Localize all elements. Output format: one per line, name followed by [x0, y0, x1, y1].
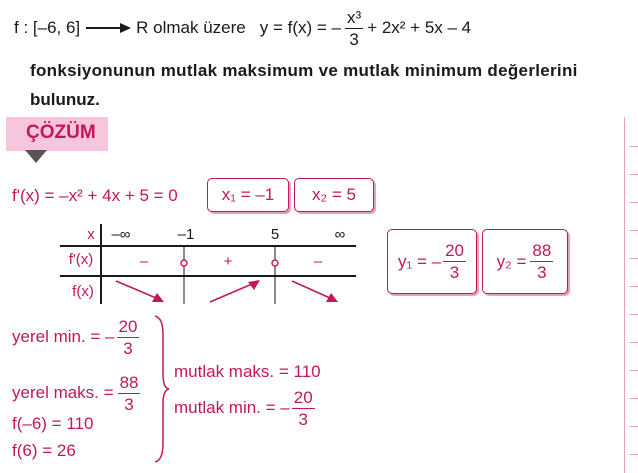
absolute-min-denominator: 3 — [298, 409, 308, 429]
local-max-label: yerel maks. = — [12, 383, 114, 402]
increasing-arrow-icon — [210, 280, 260, 302]
absolute-min-label: mutlak min. = – — [174, 398, 290, 417]
decreasing-arrow-icon — [116, 281, 164, 302]
ruler-tick — [630, 286, 638, 287]
margin-ruler — [624, 117, 625, 473]
local-max — [12, 368, 140, 418]
ruler-tick — [630, 174, 638, 175]
ruler-tick — [630, 454, 638, 455]
ruler-tick — [630, 230, 638, 231]
absolute-min-numerator: 20 — [293, 387, 313, 407]
y2-box — [482, 229, 568, 294]
problem-line-2: fonksiyonunun mutlak maksimum ve mutlak minimum değerlerini — [30, 61, 578, 80]
ruler-tick — [630, 426, 638, 427]
x-value-neg-inf: –∞ — [111, 226, 131, 243]
solution-label: ÇÖZÜM — [26, 122, 96, 143]
ruler-tick — [630, 398, 638, 399]
brace-icon — [153, 314, 171, 464]
equation-lhs: y = f(x) = – — [259, 18, 342, 37]
y1-denominator: 3 — [449, 263, 460, 282]
equation-rest: + 2x² + 5x – 4 — [367, 18, 472, 37]
row-label-fprime: f'(x) — [68, 251, 94, 268]
absolute-max: mutlak maks. = 110 — [174, 362, 321, 381]
ruler-tick — [630, 314, 638, 315]
absolute-min — [174, 383, 315, 433]
local-max-fraction — [118, 374, 141, 413]
x-value-inf: ∞ — [334, 226, 346, 243]
local-min-numerator: 20 — [118, 316, 138, 336]
sign-table-graphics — [60, 220, 360, 310]
ruler-tick — [630, 342, 638, 343]
local-max-numerator: 88 — [119, 372, 139, 392]
row-label-x: x — [87, 226, 95, 243]
y2-denominator: 3 — [537, 263, 547, 282]
arrow-right-icon — [84, 22, 132, 34]
f-at-6: f(6) = 26 — [12, 441, 76, 460]
derivative-equation: f'(x) = –x² + 4x + 5 = 0 — [12, 186, 178, 205]
x-value-5: 5 — [270, 226, 280, 243]
y1-box — [387, 229, 477, 294]
decreasing-arrow-icon — [292, 281, 338, 302]
equation-fraction — [345, 9, 363, 48]
y1-numerator: 20 — [445, 241, 464, 260]
domain-text: f : [–6, 6] — [14, 18, 81, 37]
local-min-denominator: 3 — [123, 338, 133, 358]
pointer-down-icon — [25, 150, 47, 164]
y2-fraction — [530, 242, 553, 281]
fraction-denominator: 3 — [349, 29, 359, 49]
root1-text: x₁ = –1 — [221, 185, 275, 204]
fraction-numerator: x³ — [347, 7, 362, 27]
ruler-tick — [630, 258, 638, 259]
root2-box — [294, 178, 374, 212]
y1-label: y₁ = – — [398, 251, 442, 271]
sign-interval-3: – — [313, 253, 323, 270]
f-at-neg6: f(–6) = 110 — [12, 414, 94, 433]
ruler-tick — [630, 370, 638, 371]
local-min-fraction — [117, 318, 140, 357]
root1-box — [207, 178, 289, 212]
ruler-tick — [630, 202, 638, 203]
problem-line-1 — [14, 6, 471, 50]
root2-text: x₂ = 5 — [312, 185, 356, 204]
y1-fraction — [443, 242, 466, 281]
problem-line-3: bulunuz. — [30, 90, 100, 109]
ruler-tick — [630, 146, 638, 147]
local-min — [12, 312, 139, 362]
x-value-neg1: –1 — [177, 226, 195, 243]
local-min-label: yerel min. = – — [12, 327, 115, 346]
sign-interval-1: – — [139, 253, 149, 270]
y2-label: y₂ = — [496, 251, 527, 271]
local-max-denominator: 3 — [124, 394, 134, 414]
root-marker-circle — [181, 260, 187, 266]
root-marker-circle — [272, 260, 278, 266]
absolute-min-fraction — [292, 389, 315, 428]
y2-numerator: 88 — [532, 241, 552, 260]
codomain-text: R olmak üzere — [136, 18, 246, 37]
row-label-f: f(x) — [72, 283, 94, 300]
sign-interval-2: + — [223, 253, 233, 270]
